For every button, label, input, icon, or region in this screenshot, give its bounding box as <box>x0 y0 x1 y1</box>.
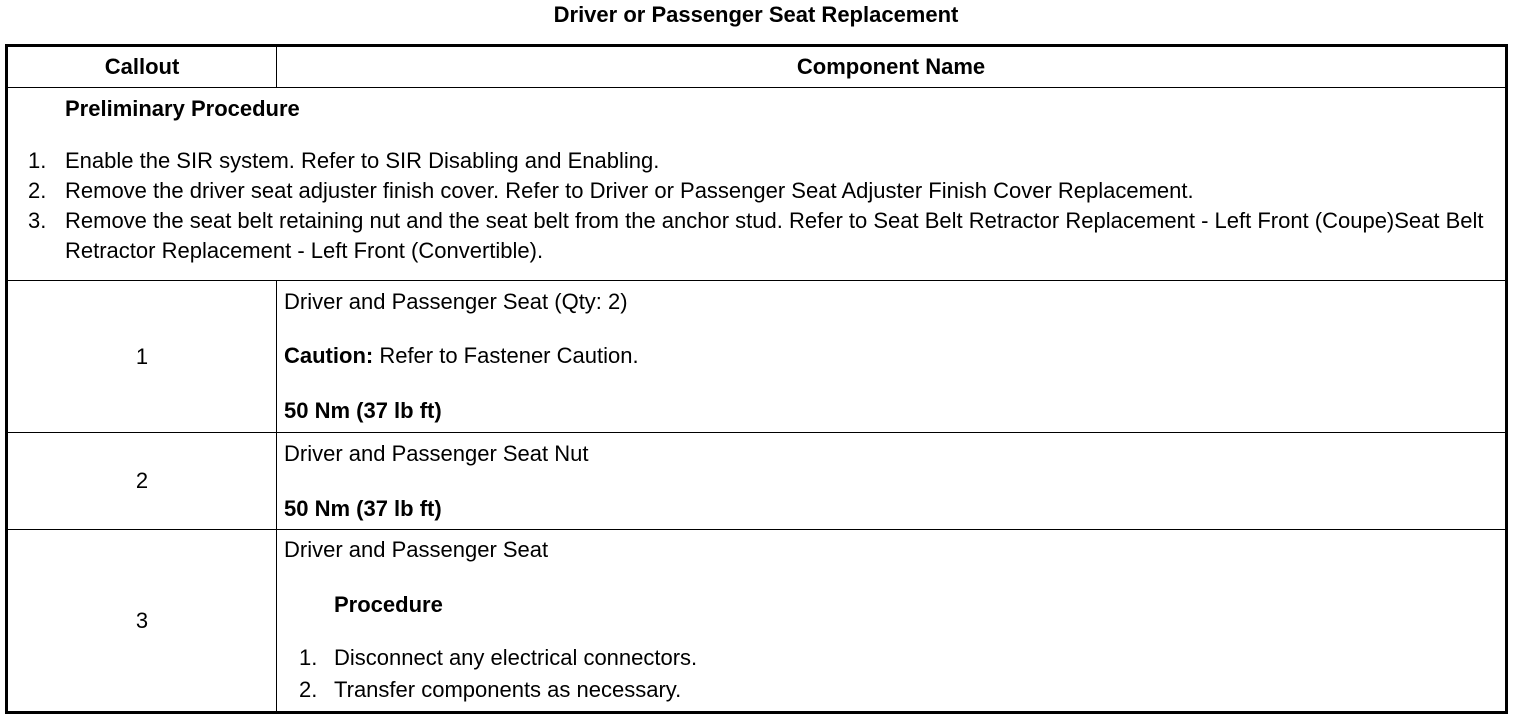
component-name: Driver and Passenger Seat Nut <box>284 441 589 466</box>
list-item <box>284 642 1495 674</box>
table-row <box>7 281 1507 433</box>
caution-text: Refer to Fastener Caution. <box>373 343 639 368</box>
torque-spec: 50 Nm (37 lb ft) <box>284 496 442 521</box>
component-cell <box>277 530 1507 713</box>
torque-spec: 50 Nm (37 lb ft) <box>284 398 442 423</box>
table-row <box>7 433 1507 530</box>
component-name-column-header: Component Name <box>277 46 1507 88</box>
step-number: 1. <box>28 148 47 173</box>
component-table <box>5 44 1508 714</box>
step-text: Remove the driver seat adjuster finish cover. Refer to Driver or Passenger Seat Adjuster Finish Cover Replacement. <box>65 178 1194 203</box>
preliminary-procedure-row <box>7 88 1507 281</box>
callout-column-header: Callout <box>7 46 277 88</box>
list-item <box>8 146 1505 176</box>
document-title: Driver or Passenger Seat Replacement <box>553 2 959 27</box>
table-row <box>7 530 1507 713</box>
preliminary-procedure-heading: Preliminary Procedure <box>65 96 300 121</box>
component-cell <box>277 433 1507 530</box>
preliminary-procedure-cell <box>7 88 1507 281</box>
step-number: 2. <box>299 677 318 702</box>
caution-note <box>284 343 1495 369</box>
step-text: Transfer components as necessary. <box>334 677 682 702</box>
list-item <box>284 674 1495 706</box>
table-header-row <box>7 46 1507 88</box>
callout-cell: 1 <box>7 281 277 433</box>
procedure-steps-list <box>284 642 1495 706</box>
list-item <box>8 206 1505 266</box>
list-item <box>8 176 1505 206</box>
component-cell <box>277 281 1507 433</box>
step-text: Remove the seat belt retaining nut and the seat belt from the anchor stud. Refer to Seat Belt Retractor Replacement - Left Front (Coupe)Seat Belt Retractor Replacement - Left Front (Convertible). <box>65 208 1484 263</box>
step-number: 3. <box>28 208 47 233</box>
procedure-heading: Procedure <box>334 592 443 617</box>
callout-cell: 3 <box>7 530 277 713</box>
step-text: Enable the SIR system. Refer to SIR Disabling and Enabling. <box>65 148 660 173</box>
component-name: Driver and Passenger Seat (Qty: 2) <box>284 289 628 314</box>
step-text: Disconnect any electrical connectors. <box>334 645 698 670</box>
caution-label: Caution: <box>284 343 374 368</box>
step-number: 2. <box>28 178 47 203</box>
component-name: Driver and Passenger Seat <box>284 537 549 562</box>
step-number: 1. <box>299 645 318 670</box>
callout-cell: 2 <box>7 433 277 530</box>
preliminary-steps-list <box>8 146 1505 266</box>
